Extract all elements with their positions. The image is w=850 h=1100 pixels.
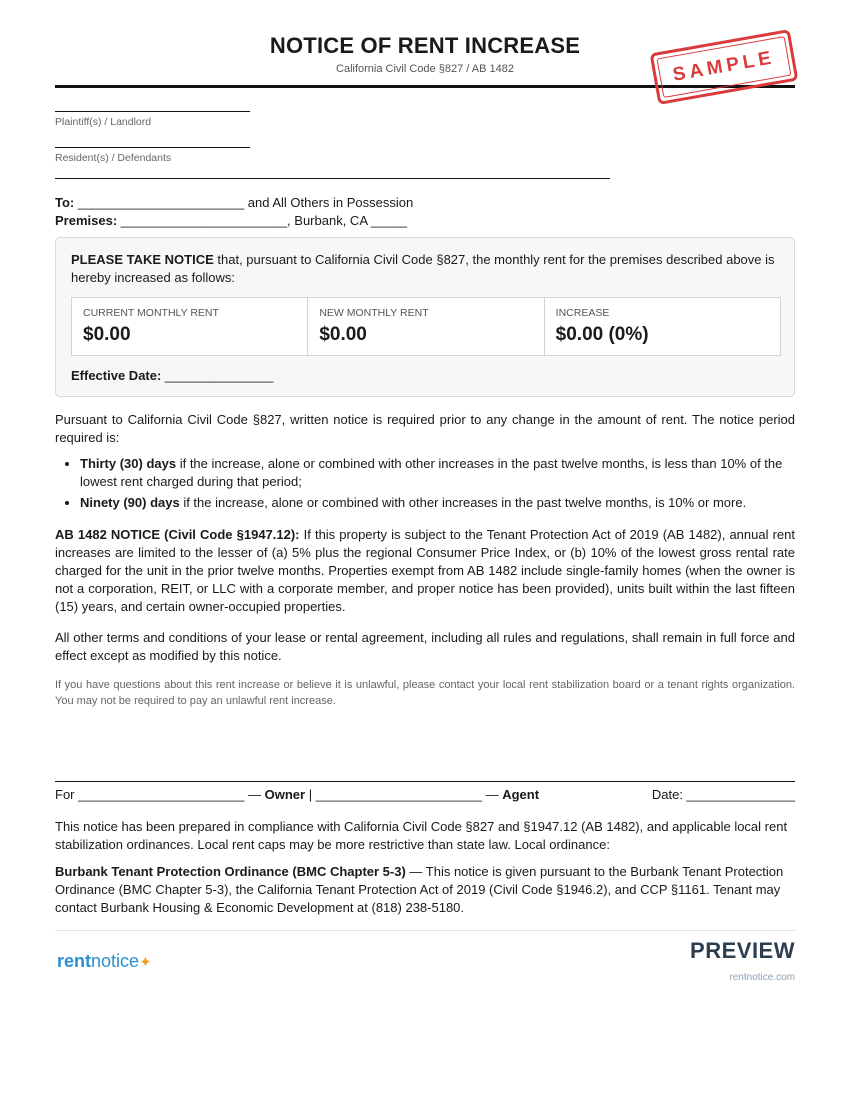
stamp-text: SAMPLE	[671, 47, 777, 86]
bullet-text: if the increase, alone or combined with other increases in the past twelve months, is 10% or more.	[179, 495, 747, 510]
site-link[interactable]: rentnotice.com	[729, 972, 795, 983]
increase-cell	[545, 298, 780, 355]
landlord-label: Plaintiff(s) / Landlord	[55, 116, 152, 128]
ab1482-heading: AB 1482 NOTICE (Civil Code §1947.12):	[55, 527, 300, 542]
document-title: NOTICE OF RENT INCREASE	[269, 33, 581, 58]
resident-label: Resident(s) / Defendants	[55, 152, 172, 164]
signature-for: For _______________________ —	[55, 787, 265, 802]
current-rent-cell	[72, 298, 308, 355]
resident-line	[55, 147, 250, 148]
notice-lead: PLEASE TAKE NOTICE	[71, 252, 214, 267]
ab1482-text: If this property is subject to the Tenant Protection Act of 2019 (AB 1482), annual rent increases are limited to the lesser of (a) 5% plus the regional Consumer Price Index, or (b) 10% of the lowest gross rental rate charged for the unit in the prior twelve months. Properties exempt from AB 1482 include single-family homes (when the owner is not a corporation, REIT, or LLC with a corporate member, and proper notice has been provided), units built within the last fifteen (15) years, and certain owner-occupied properties.	[55, 527, 795, 614]
to-blank: _______________________ and All Others in Possession	[74, 195, 414, 210]
increase-label: INCREASE	[555, 307, 610, 319]
document-subtitle: California Civil Code §827 / AB 1482	[336, 63, 514, 75]
terms-paragraph: All other terms and conditions of your lease or rental agreement, including all rules and regulations, shall remain in full force and effect except as modified by this notice.	[55, 630, 795, 663]
logo-rent: rent	[57, 951, 92, 971]
signature-row	[55, 787, 795, 802]
sparkle-icon: ✦	[139, 954, 152, 971]
new-rent-value: $0.00	[319, 324, 367, 345]
ordinance-text: — This notice is given pursuant to the Burbank Tenant Protection Ordinance (BMC Chapter 5-3), the California Tenant Protection Act of 2019 (Civil Code §1946.2), and CCP §1161. Tenant may contact Burbank Housing & Economic Development at (818) 238-5180.	[55, 864, 784, 915]
signature-agent: Agent	[502, 787, 540, 802]
signature-date: Date: _______________	[651, 787, 795, 802]
current-rent-label: CURRENT MONTHLY RENT	[83, 307, 219, 319]
to-line	[55, 195, 413, 210]
bullet-text: if the increase, alone or combined with other increases in the past twelve months, is less than 10% of the lowest rent charged during that period;	[80, 456, 783, 489]
questions-paragraph: If you have questions about this rent increase or believe it is unlawful, please contact your local rent stabilization board or a tenant rights organization. You may not be required to pay an unlawful rent increase.	[55, 679, 795, 707]
effective-date	[71, 368, 273, 383]
to-label: To:	[55, 195, 75, 210]
premises-label: Premises:	[55, 213, 118, 228]
signature-owner: Owner	[264, 787, 306, 802]
compliance-paragraph: This notice has been prepared in compliance with California Civil Code §827 and §1947.12 (AB 1482), and applicable local rent stabilization ordinances. Local rent caps may be more restrictive than state law. Local ordinance:	[55, 819, 788, 852]
bullet-bold: Thirty (30) days	[80, 456, 177, 471]
notice-box	[55, 237, 795, 397]
list-item	[80, 455, 795, 491]
new-rent-cell	[308, 298, 544, 355]
rentnotice-logo	[57, 951, 152, 972]
logo-notice: notice	[91, 951, 140, 971]
ordinance-heading: Burbank Tenant Protection Ordinance (BMC Chapter 5-3)	[55, 864, 406, 879]
effective-date-blank: _______________	[164, 368, 274, 383]
bullet-bold: Ninety (90) days	[80, 495, 180, 510]
new-rent-label: NEW MONTHLY RENT	[319, 307, 429, 319]
notice-period-list	[55, 455, 795, 515]
ab1482-notice	[55, 526, 795, 616]
increase-value: $0.00 (0%)	[555, 324, 649, 345]
landlord-line	[55, 111, 250, 112]
footer-divider	[55, 930, 795, 931]
effective-date-label: Effective Date:	[71, 368, 165, 383]
notice-statement	[71, 251, 781, 287]
rent-table	[71, 297, 781, 356]
caption-divider	[55, 178, 610, 179]
signature-mid: | _______________________ —	[305, 787, 503, 802]
preview-label: PREVIEW	[690, 938, 795, 963]
premises-line	[55, 213, 407, 228]
current-rent-value: $0.00	[83, 324, 131, 345]
notice-period-intro: Pursuant to California Civil Code §827, written notice is required prior to any change in the amount of rent. The notice period required is:	[55, 412, 795, 445]
ordinance-paragraph	[55, 863, 795, 917]
notice-lead-text: that, pursuant to California Civil Code §827, the monthly rent for the premises described above is hereby increased as follows:	[71, 252, 775, 285]
premises-blank: _______________________, Burbank, CA _____	[117, 213, 408, 228]
signature-rule	[55, 781, 795, 782]
list-item	[80, 494, 795, 512]
